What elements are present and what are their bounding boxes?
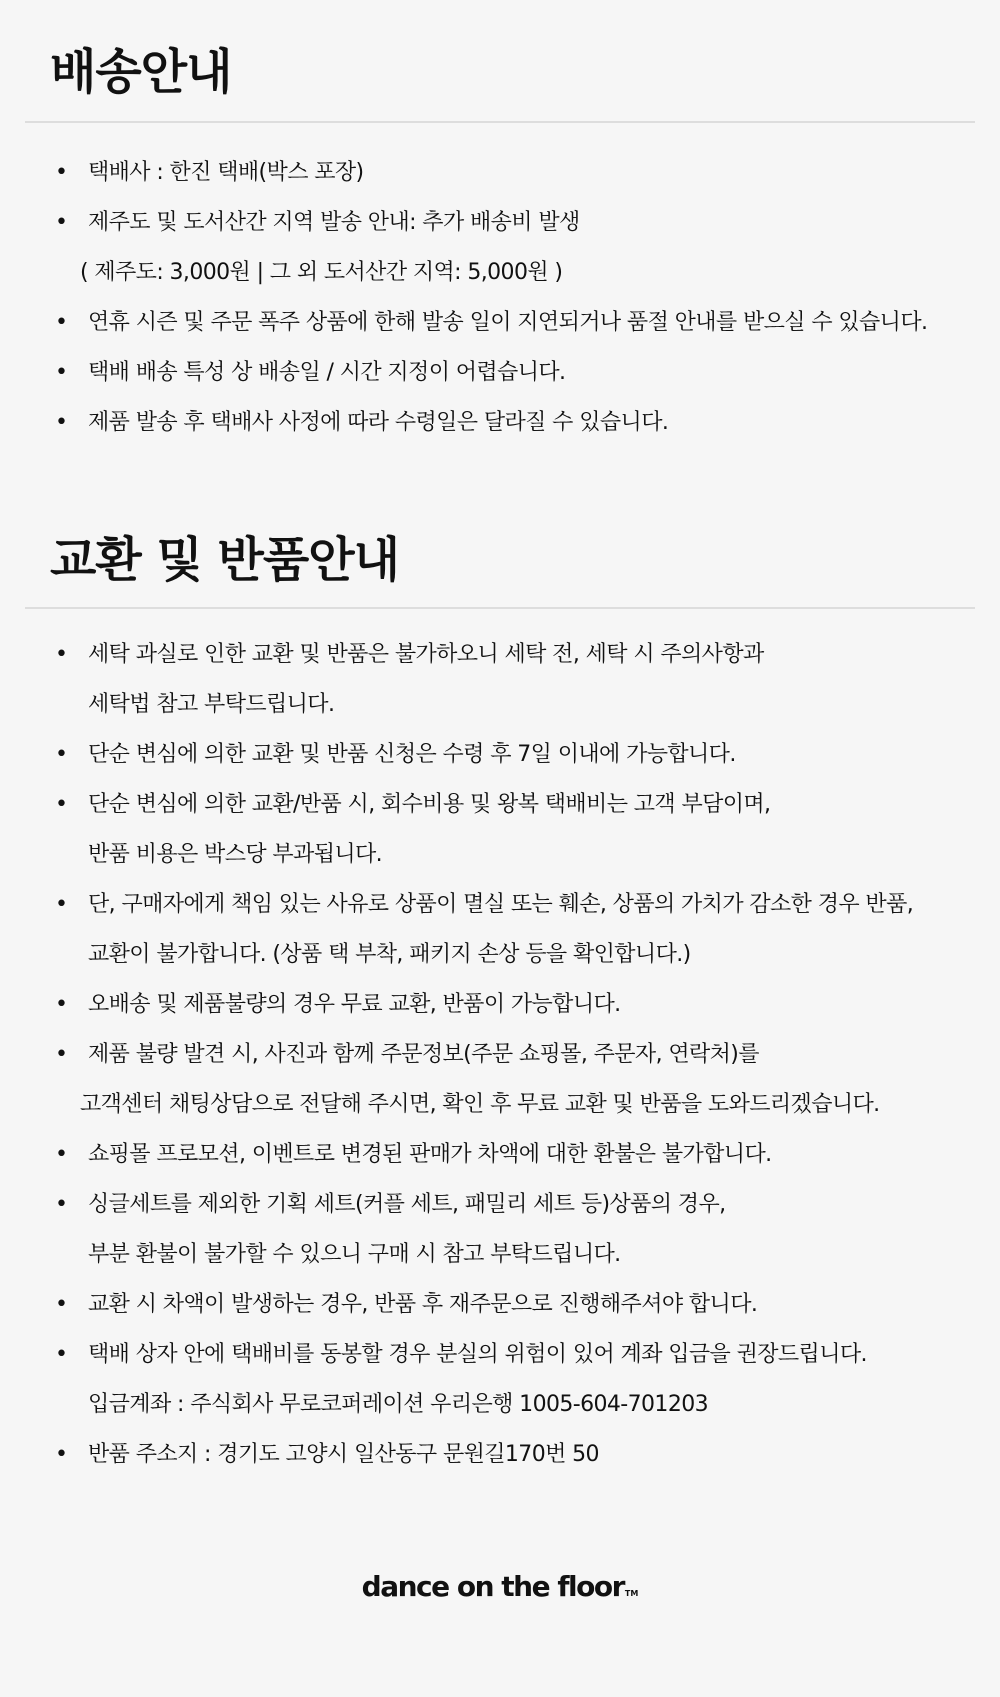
list-item-text: 반품 비용은 박스당 부과됩니다.	[88, 842, 383, 867]
list-item-text: 세탁 과실로 인한 교환 및 반품은 불가하오니 세탁 전, 세탁 시 주의사항과	[88, 642, 764, 667]
list-item-text: 단, 구매자에게 책임 있는 사유로 상품이 멸실 또는 훼손, 상품의 가치가 감소한 경우 반품,	[88, 892, 914, 917]
list-item	[25, 1430, 975, 1480]
list-item	[25, 148, 975, 198]
list-item	[25, 198, 975, 248]
list-item-text: 입금계좌 : 주식회사 무로코퍼레이션 우리은행 1005-604-701203	[88, 1392, 709, 1417]
brand-logo	[0, 1570, 1000, 1603]
list-item-text: 제주도 및 도서산간 지역 발송 안내: 추가 배송비 발생	[88, 210, 580, 235]
bullet-icon: •	[55, 1442, 68, 1467]
returns-section	[25, 530, 975, 1480]
list-item-continuation	[25, 248, 975, 298]
list-item-continuation	[25, 1080, 975, 1130]
list-item-continuation	[25, 1230, 975, 1280]
list-item-text: ( 제주도: 3,000원 | 그 외 도서산간 지역: 5,000원 )	[80, 260, 563, 285]
bullet-icon: •	[55, 1192, 68, 1217]
shipping-info-list	[25, 148, 975, 448]
list-item-text: 택배 상자 안에 택배비를 동봉할 경우 분실의 위험이 있어 계좌 입금을 권장드립니다.	[88, 1342, 867, 1367]
list-item-text: 연휴 시즌 및 주문 폭주 상품에 한해 발송 일이 지연되거나 품절 안내를 받으실 수 있습니다.	[88, 310, 928, 335]
list-item	[25, 980, 975, 1030]
bullet-icon: •	[55, 1292, 68, 1317]
bullet-icon: •	[55, 992, 68, 1017]
list-item-text: 싱글세트를 제외한 기획 세트(커플 세트, 패밀리 세트 등)상품의 경우,	[88, 1192, 726, 1217]
list-item	[25, 730, 975, 780]
bullet-icon: •	[55, 410, 68, 435]
list-item-text: 단순 변심에 의한 교환 및 반품 신청은 수령 후 7일 이내에 가능합니다.	[88, 742, 736, 767]
shipping-section	[25, 42, 975, 448]
returns-info-list	[25, 630, 975, 1480]
list-item	[25, 1130, 975, 1180]
shipping-title: 배송안내	[50, 44, 232, 100]
bullet-icon: •	[55, 792, 68, 817]
list-item	[25, 630, 975, 680]
list-item-text: 세탁법 참고 부탁드립니다.	[88, 692, 335, 717]
returns-divider	[25, 607, 975, 609]
list-item	[25, 880, 975, 930]
list-item-continuation	[25, 680, 975, 730]
list-item-text: 고객센터 채팅상담으로 전달해 주시면, 확인 후 무료 교환 및 반품을 도와드리겠습니다.	[80, 1092, 880, 1117]
bullet-icon: •	[55, 1142, 68, 1167]
brand-logo-text: dance on the floor	[361, 1570, 624, 1603]
list-item	[25, 1030, 975, 1080]
list-item	[25, 348, 975, 398]
list-item-continuation	[25, 930, 975, 980]
trademark-mark: TM	[624, 1589, 639, 1598]
bullet-icon: •	[55, 360, 68, 385]
list-item-text: 오배송 및 제품불량의 경우 무료 교환, 반품이 가능합니다.	[88, 992, 621, 1017]
list-item-text: 쇼핑몰 프로모션, 이벤트로 변경된 판매가 차액에 대한 환불은 불가합니다.	[88, 1142, 772, 1167]
bullet-icon: •	[55, 310, 68, 335]
bullet-icon: •	[55, 742, 68, 767]
bullet-icon: •	[55, 210, 68, 235]
list-item	[25, 1330, 975, 1380]
list-item-text: 교환 시 차액이 발생하는 경우, 반품 후 재주문으로 진행해주셔야 합니다.	[88, 1292, 758, 1317]
list-item	[25, 398, 975, 448]
bullet-icon: •	[55, 160, 68, 185]
list-item-text: 제품 발송 후 택배사 사정에 따라 수령일은 달라질 수 있습니다.	[88, 410, 669, 435]
bullet-icon: •	[55, 1342, 68, 1367]
bullet-icon: •	[55, 892, 68, 917]
list-item-text: 택배사 : 한진 택배(박스 포장)	[88, 160, 364, 185]
list-item-text: 교환이 불가합니다. (상품 택 부착, 패키지 손상 등을 확인합니다.)	[88, 942, 691, 967]
bullet-icon: •	[55, 1042, 68, 1067]
list-item-text: 제품 불량 발견 시, 사진과 함께 주문정보(주문 쇼핑몰, 주문자, 연락처)를	[88, 1042, 759, 1067]
shipping-divider	[25, 121, 975, 123]
list-item-text: 택배 배송 특성 상 배송일 / 시간 지정이 어렵습니다.	[88, 360, 566, 385]
list-item-text: 반품 주소지 : 경기도 고양시 일산동구 문원길170번 50	[88, 1442, 599, 1467]
returns-title: 교환 및 반품안내	[50, 532, 399, 588]
list-item	[25, 1180, 975, 1230]
list-item-continuation	[25, 1380, 975, 1430]
bullet-icon: •	[55, 642, 68, 667]
list-item-continuation	[25, 830, 975, 880]
list-item	[25, 1280, 975, 1330]
list-item	[25, 780, 975, 830]
list-item	[25, 298, 975, 348]
list-item-text: 부분 환불이 불가할 수 있으니 구매 시 참고 부탁드립니다.	[88, 1242, 621, 1267]
list-item-text: 단순 변심에 의한 교환/반품 시, 회수비용 및 왕복 택배비는 고객 부담이며,	[88, 792, 771, 817]
